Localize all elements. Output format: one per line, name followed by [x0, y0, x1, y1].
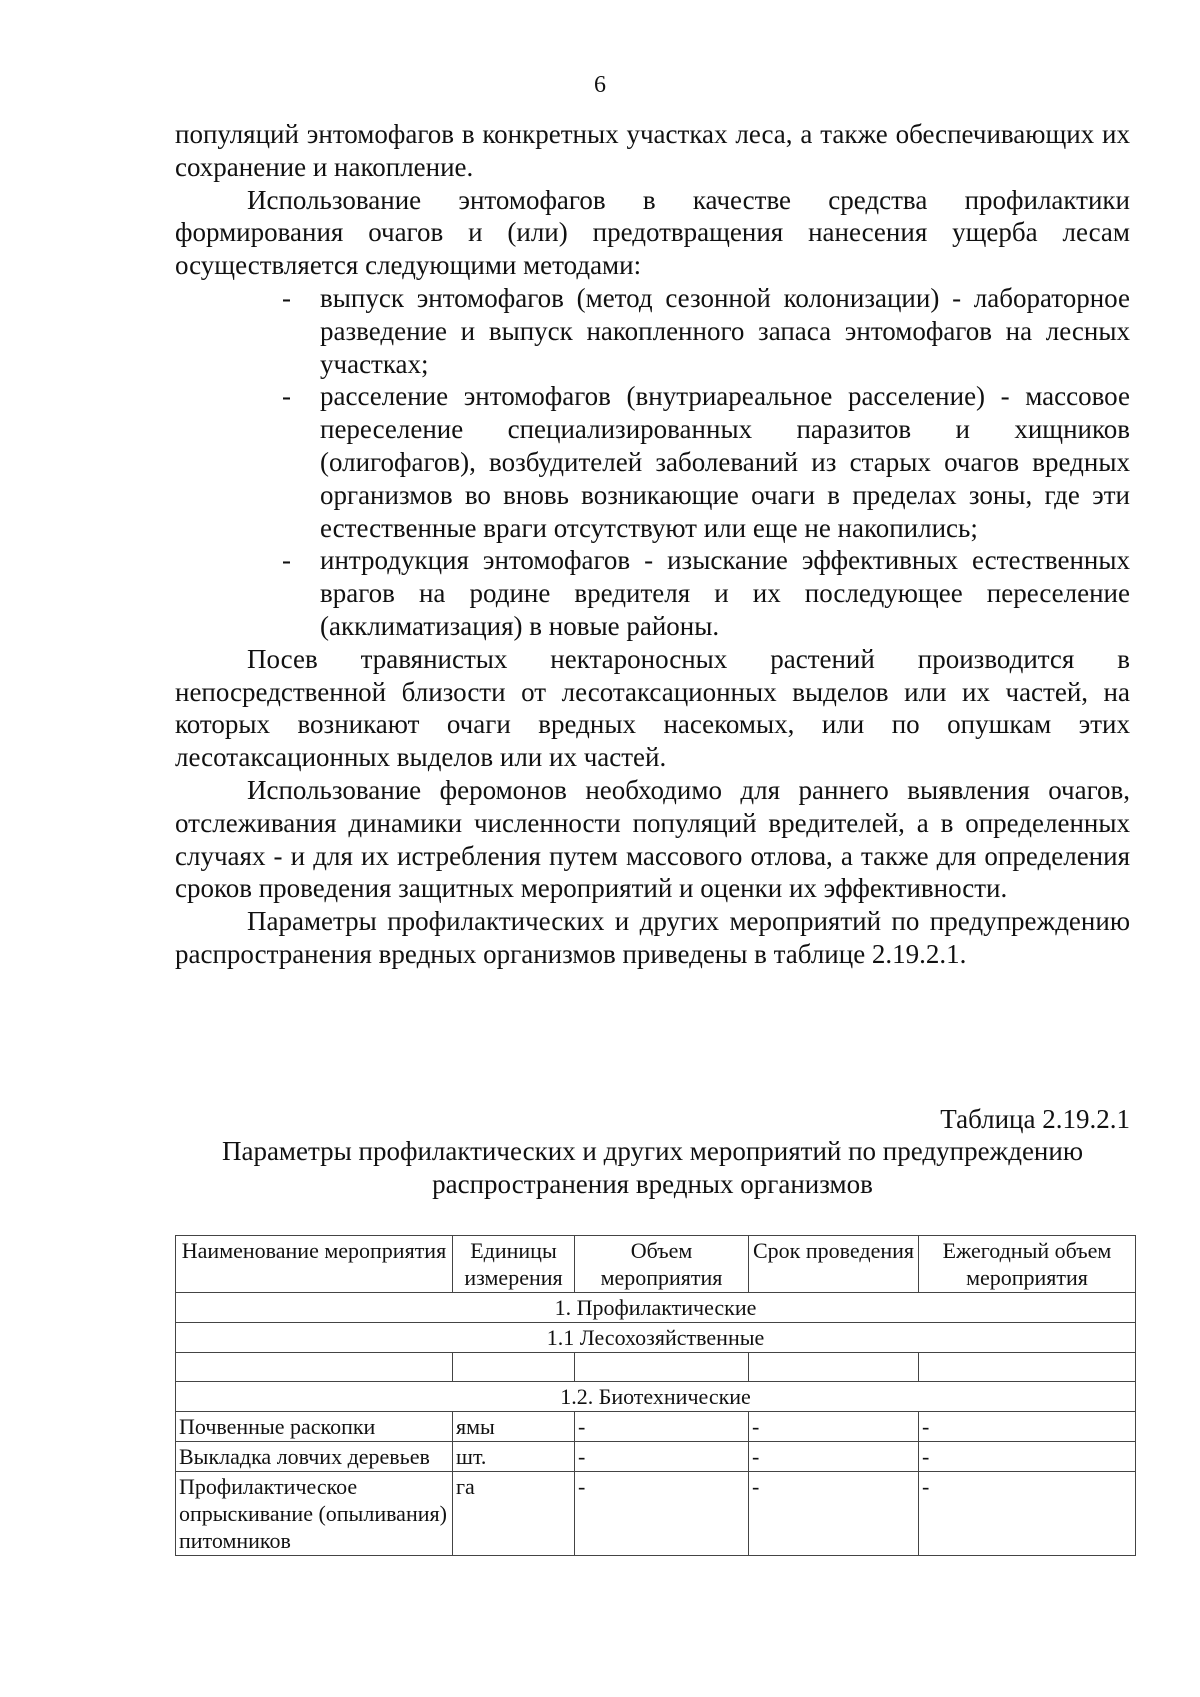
paragraph-4: Использование феромонов необходимо для раннего выявления очагов, отслеживания динамики численности популяций вредителей, а в определенных случаях - и для их истребления путем массового отлова, а также для определения сроков проведения защитных мероприятий и оценки их эффективности.	[175, 774, 1130, 904]
header-name: Наименование мероприятия	[176, 1236, 453, 1293]
list-item-text: выпуск энтомофагов (метод сезонной колонизации) - лабораторное разведение и выпуск накопленного запаса энтомофагов на лесных участках;	[320, 282, 1130, 379]
header-units: Единицы измерения	[453, 1236, 575, 1293]
cell-volume: -	[575, 1442, 749, 1472]
section-row	[176, 1293, 1136, 1323]
cell-volume: -	[575, 1472, 749, 1556]
empty-cell	[176, 1353, 453, 1382]
section-row	[176, 1323, 1136, 1353]
cell-term: -	[749, 1442, 919, 1472]
methods-list	[175, 282, 1130, 643]
list-item	[282, 282, 1130, 380]
header-annual-volume: Ежегодный объем мероприятия	[919, 1236, 1136, 1293]
header-volume: Объем мероприятия	[575, 1236, 749, 1293]
cell-annual-volume: -	[919, 1412, 1136, 1442]
section-forestry: 1.1 Лесохозяйственные	[176, 1323, 1136, 1353]
header-term: Срок проведения	[749, 1236, 919, 1293]
paragraph-1: популяций энтомофагов в конкретных участках леса, а также обеспечивающих их сохранение и накопление.	[175, 119, 1130, 182]
cell-annual-volume: -	[919, 1472, 1136, 1556]
cell-term: -	[749, 1412, 919, 1442]
table-header-row	[176, 1236, 1136, 1293]
cell-name: Выкладка ловчих деревьев	[176, 1442, 453, 1472]
paragraph-3: Посев травянистых нектароносных растений производится в непосредственной близости от лесотаксационных выделов или их частей, на которых возникают очаги вредных насекомых, или по опушкам этих лесотаксационных выделов или их частей.	[175, 643, 1130, 773]
cell-units: га	[453, 1472, 575, 1556]
cell-units: шт.	[453, 1442, 575, 1472]
dash-marker: -	[282, 545, 291, 576]
table-row	[176, 1442, 1136, 1472]
empty-row	[176, 1353, 1136, 1382]
body-text	[175, 118, 1130, 971]
cell-term: -	[749, 1472, 919, 1556]
empty-cell	[749, 1353, 919, 1382]
paragraph-2: Использование энтомофагов в качестве средства профилактики формирования очагов и (или) предотвращения нанесения ущерба лесам осуществляется следующими методами:	[175, 184, 1130, 281]
paragraph-5: Параметры профилактических и других мероприятий по предупреждению распространения вредных организмов приведены в таблице 2.19.2.1.	[175, 906, 1130, 969]
list-item	[282, 544, 1130, 642]
cell-name: Почвенные раскопки	[176, 1412, 453, 1442]
cell-annual-volume: -	[919, 1442, 1136, 1472]
parameters-table	[175, 1235, 1136, 1556]
cell-volume: -	[575, 1412, 749, 1442]
list-item	[282, 380, 1130, 544]
empty-cell	[453, 1353, 575, 1382]
dash-marker: -	[282, 381, 291, 412]
table-title: Параметры профилактических и других мероприятий по предупреждению распространения вредных организмов	[221, 1136, 1084, 1199]
section-preventive: 1. Профилактические	[176, 1293, 1136, 1323]
dash-marker: -	[282, 282, 291, 313]
cell-name: Профилактическое опрыскивание (опыливания) питомников	[176, 1472, 453, 1556]
table-number: Таблица 2.19.2.1	[940, 1104, 1130, 1134]
table-row	[176, 1412, 1136, 1442]
page-number: 6	[594, 72, 606, 98]
section-biotechnical: 1.2. Биотехнические	[176, 1382, 1136, 1412]
empty-cell	[919, 1353, 1136, 1382]
section-row	[176, 1382, 1136, 1412]
empty-cell	[575, 1353, 749, 1382]
list-item-text: интродукция энтомофагов - изыскание эффективных естественных врагов на родине вредителя и их последующее переселение (акклиматизация) в новые районы.	[320, 545, 1130, 641]
cell-units: ямы	[453, 1412, 575, 1442]
list-item-text: расселение энтомофагов (внутриареальное расселение) - массовое переселение специализированных паразитов и хищников (олигофагов), возбудителей заболеваний из старых очагов вредных организмов во вновь возникающие очаги в пределах зоны, где эти естественные враги отсутствуют или еще не накопились;	[320, 381, 1130, 543]
table-row	[176, 1472, 1136, 1556]
